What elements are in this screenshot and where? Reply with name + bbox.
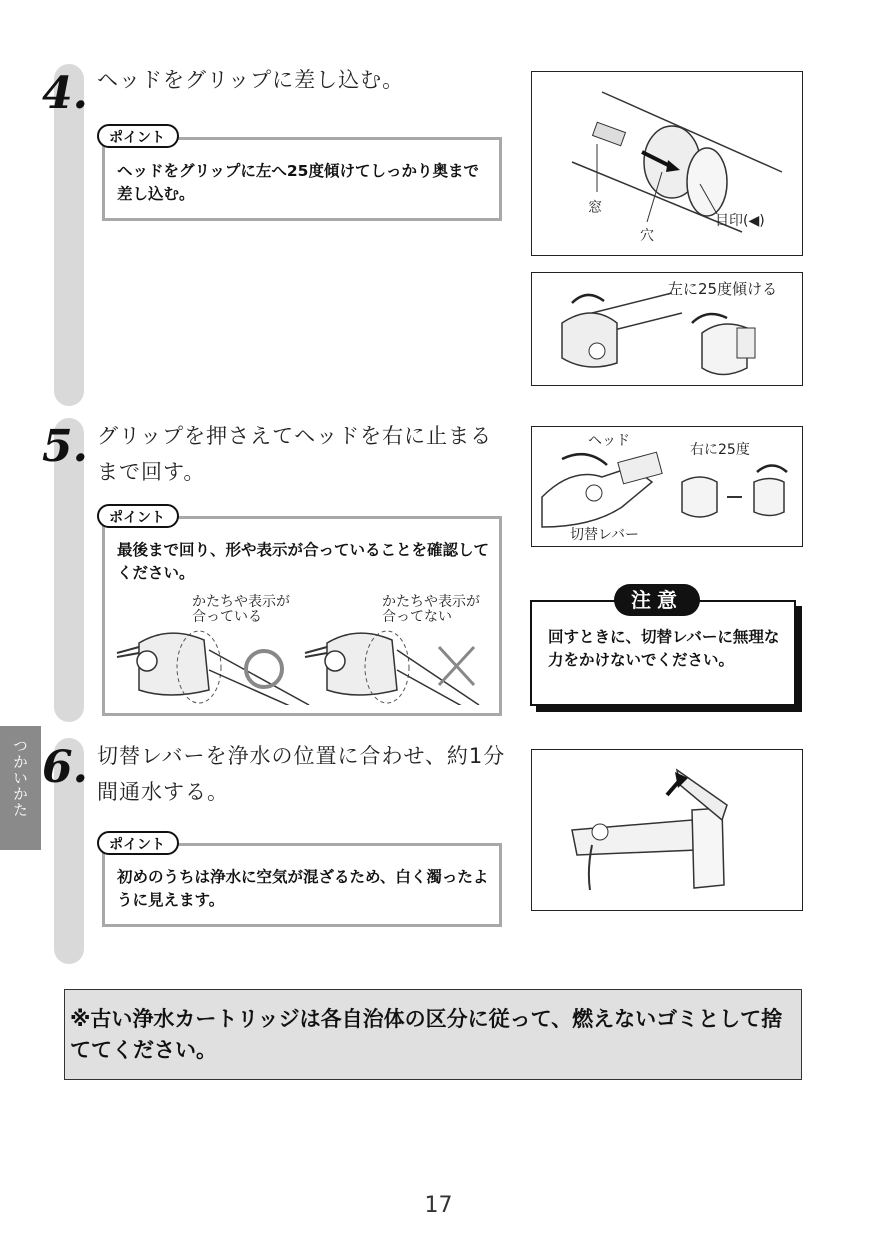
step-4-text: ヘッドをグリップに差し込む。: [97, 68, 405, 92]
step-4-number: 4.: [42, 68, 88, 119]
step-6-point-tag: ポイント: [97, 831, 179, 855]
step-6-figure-lever: [531, 749, 803, 911]
label-mark: 目印(◀): [715, 213, 765, 229]
step-6-point-text: 初めのうちは浄水に空気が混ざるため、白く濁ったように見えます。: [117, 868, 489, 909]
section-side-tab[interactable]: [0, 726, 41, 850]
step-4-point-text: ヘッドをグリップに左へ25度傾けてしっかり奥まで差し込む。: [117, 162, 479, 203]
label-tilt: 左に25度傾ける: [668, 280, 778, 298]
label-aligned: かたちや表示が合っている: [192, 594, 290, 625]
step-5-text: グリップを押さえてヘッドを右に止まるまで回す。: [97, 424, 493, 484]
side-tab-label: つかいかた: [11, 738, 29, 818]
label-lever: 切替レバー: [570, 527, 640, 543]
label-hole: 穴: [640, 228, 654, 244]
step-5-number: 5.: [42, 421, 88, 472]
caution-text: 回すときに、切替レバーに無理な力をかけないでください。: [548, 628, 780, 669]
step-5-point-tag: ポイント: [97, 504, 179, 528]
label-head: ヘッド: [588, 433, 630, 449]
label-rotate-25: 右に25度: [690, 442, 750, 458]
step-5-point-text: 最後まで回り、形や表示が合っていることを確認してください。: [117, 541, 490, 582]
label-window: 窓: [588, 200, 602, 216]
faucet-lever-illustration: [532, 750, 802, 910]
step-4-point-tag: ポイント: [97, 124, 179, 148]
step-6-point-box: [102, 843, 502, 927]
step-4-point-box: [102, 137, 502, 221]
page-number: 17: [424, 1193, 453, 1218]
step-6-text: 切替レバーを浄水の位置に合わせ、約1分間通水する。: [97, 744, 506, 804]
caution-title: 注意: [614, 584, 700, 616]
disposal-note-text: ※古い浄水カートリッジは各自治体の区分に従って、燃えないゴミとして捨ててください。: [70, 1007, 783, 1062]
label-not-aligned: かたちや表示が合ってない: [382, 594, 480, 625]
step-6-number: 6.: [42, 742, 88, 793]
